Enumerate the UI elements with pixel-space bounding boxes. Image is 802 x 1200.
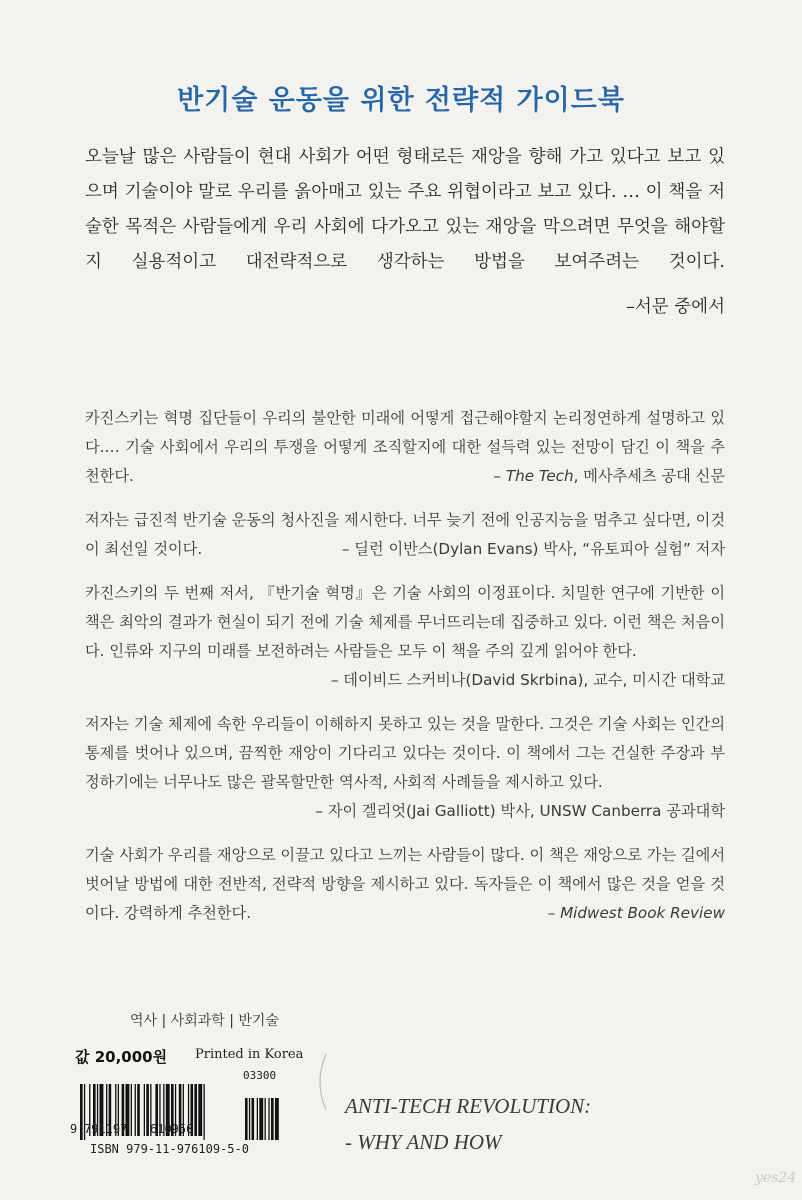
- intro-attribution: –서문 중에서: [626, 297, 725, 317]
- source-dash: –: [493, 467, 502, 485]
- price: 값 20,000원: [75, 1048, 168, 1066]
- english-title: [345, 1088, 591, 1160]
- source-dash: –: [330, 671, 339, 689]
- review-source: [342, 535, 725, 564]
- barcode-bar: [198, 1084, 202, 1136]
- barcode-addon-bar: [259, 1098, 263, 1140]
- source-rest: 딜런 이반스(Dylan Evans) 박사, “유토피아 실험” 저자: [354, 540, 725, 558]
- barcode-addon-bar: [257, 1098, 258, 1140]
- barcode-addon-digits: 03300: [243, 1069, 277, 1082]
- review-5: [85, 841, 725, 928]
- barcode-addon-bar: [275, 1098, 279, 1140]
- reviews-section: [85, 404, 725, 943]
- barcode-digits-right: 610950: [150, 1122, 194, 1136]
- review-text: 저자는 기술 체제에 속한 우리들이 이해하지 못하고 있는 것을 말한다. 그것은 기술 사회는 인간의 통제를 벗어나 있으며, 끔찍한 재앙이 기다리고 있다는 것이다. 이 책에서 그는 건실한 주장과 부정하기에는 너무나도 많은 괄목할만한 역사적, 사회적 사례들을 제시하고 있다.: [85, 715, 725, 791]
- isbn: ISBN 979-11-976109-5-0: [90, 1142, 249, 1156]
- barcode-bar: [137, 1084, 140, 1136]
- barcode-bar: [131, 1084, 132, 1136]
- source-italic: Midwest Book Review: [560, 904, 725, 922]
- printed-in-korea: Printed in Korea: [195, 1047, 304, 1062]
- english-title-line1: ANTI-TECH REVOLUTION:: [345, 1094, 592, 1118]
- barcode-bar: [204, 1084, 205, 1140]
- source-rest: , 메사추세츠 공대 신문: [573, 467, 725, 485]
- barcode-digits-left: 791197: [84, 1122, 128, 1136]
- decorative-curve: [312, 1052, 332, 1112]
- source-rest: 데이비드 스커비나(David Skrbina), 교수, 미시간 대학교: [343, 671, 725, 689]
- source-dash: –: [315, 802, 324, 820]
- review-4: [85, 710, 725, 826]
- source-dash: –: [547, 904, 556, 922]
- review-source: [331, 666, 725, 695]
- barcode-addon-bar: [268, 1098, 269, 1140]
- source-dash: –: [341, 540, 350, 558]
- review-3: [85, 579, 725, 695]
- barcode-bar: [144, 1084, 145, 1136]
- barcode-bar: [146, 1084, 149, 1136]
- review-text: 카진스키는 혁명 집단들이 우리의 불안한 미래에 어떻게 접근해야할지 논리정연하게 설명하고 있다.… 기술 사회에서 우리의 투쟁을 어떻게 조직할지에 대한 설득력 있는 전망이 담긴 이 책을 추천한다.: [85, 409, 725, 485]
- english-title-line2: - WHY AND HOW: [345, 1130, 502, 1154]
- review-source: [315, 797, 725, 826]
- barcode-bar: [80, 1084, 83, 1140]
- headline: 반기술 운동을 위한 전략적 가이드북: [177, 85, 625, 116]
- review-text: 기술 사회가 우리를 재앙으로 이끌고 있다고 느끼는 사람들이 많다. 이 책은 재앙으로 가는 길에서 벗어날 방법에 대한 전반적, 전략적 방향을 제시하고 있다. 독자들은 이 책에서 많은 것을 얻을 것이다. 강력하게 추천한다.: [85, 846, 725, 922]
- source-italic: The Tech: [505, 467, 574, 485]
- review-source: [493, 462, 725, 491]
- review-text: 저자는 급진적 반기술 운동의 청사진을 제시한다. 너무 늦기 전에 인공지능을 멈추고 싶다면, 이것이 최선일 것이다.: [85, 511, 725, 558]
- intro-quote: 오늘날 많은 사람들이 현대 사회가 어떤 형태로든 재앙을 향해 가고 있다고 보고 있으며 기술이야 말로 우리를 옭아매고 있는 주요 위협이라고 보고 있다. … 이 책을 저술한 목적은 사람들에게 우리 사회에 다가오고 있는 재앙을 막으려면 무엇을 해야할지 실용적이고 대전략적으로 생각하는 방법을 보여주려는 것이다.: [85, 147, 725, 272]
- barcode-addon-bar: [271, 1098, 274, 1140]
- review-2: [85, 506, 725, 564]
- barcode-digit-first: 9: [70, 1122, 78, 1136]
- watermark: yes24: [755, 1170, 797, 1186]
- review-text: 카진스키의 두 번째 저서, 『반기술 혁명』은 기술 사회의 이정표이다. 치밀한 연구에 기반한 이 책은 최악의 결과가 현실이 되기 전에 기술 체제를 무너뜨리는데 집중하고 있다. 이런 책은 처음이다. 인류와 지구의 미래를 보전하려는 사람들은 모두 이 책을 주의 깊게 읽어야 한다.: [85, 584, 725, 660]
- source-rest: 자이 겔리엇(Jai Galliott) 박사, UNSW Canberra 공과대학: [327, 802, 725, 820]
- review-1: [85, 404, 725, 491]
- barcode-bar: [135, 1084, 136, 1136]
- barcode-bar: [194, 1084, 197, 1136]
- category-line: 역사 | 사회과학 | 반기술: [130, 1013, 279, 1029]
- barcode-addon-bar: [245, 1098, 248, 1140]
- barcode-addon-bar: [265, 1098, 266, 1140]
- barcode-addon-bar: [249, 1098, 250, 1140]
- barcode-addon-bar: [252, 1098, 255, 1140]
- review-source: [548, 899, 725, 928]
